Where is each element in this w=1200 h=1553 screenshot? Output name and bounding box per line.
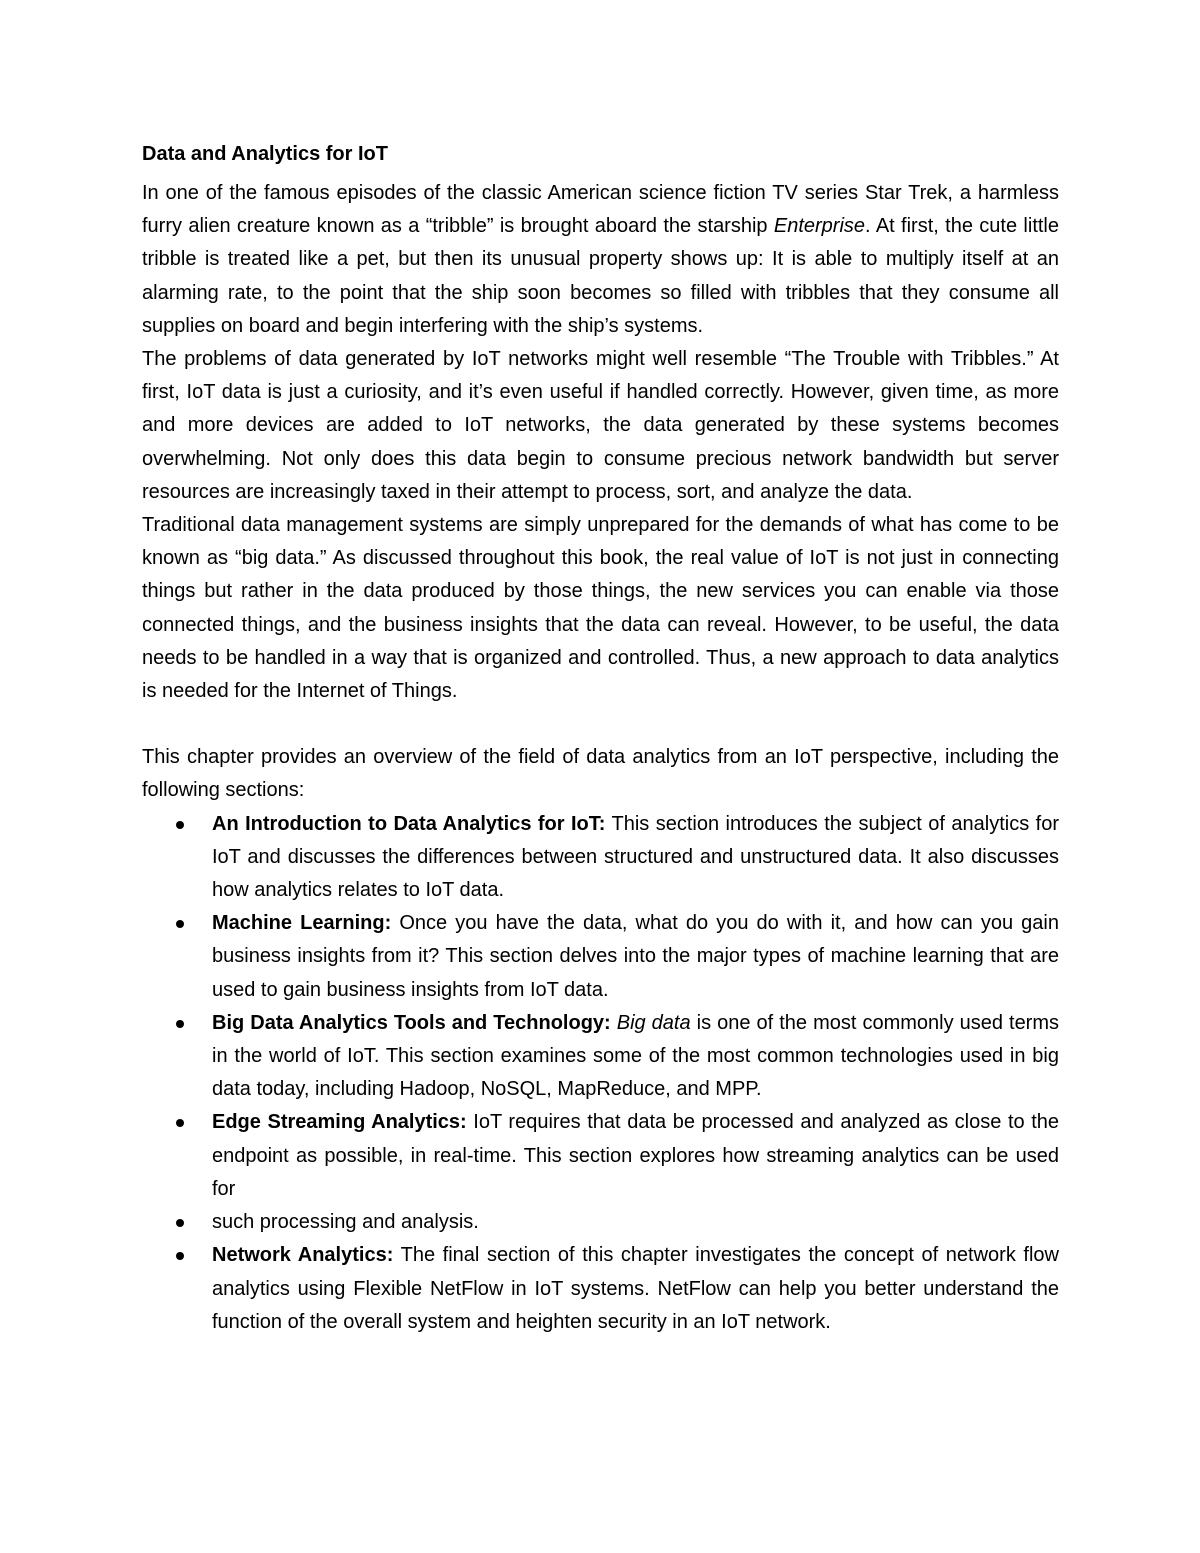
bullet-dot-icon xyxy=(176,821,184,829)
list-item-text: such processing and analysis. xyxy=(212,1211,479,1234)
list-item-text: IoT requires that data be processed and analyzed as close to the endpoint as possible, in real-time. This section explores how streaming analytics can be used for xyxy=(212,1111,1060,1200)
paragraph-big-data: Traditional data management systems are simply unprepared for the demands of what has come to be known as “big data.” As discussed throughout this book, the real value of IoT is not just in connecting things but rather in the data produced by those things, the new services you can enable via those connected things, and the business insights that the data can reveal. However, to be useful, the data needs to be handled in a way that is organized and controlled. Thus, a new approach to data analytics is needed for the Internet of Things. xyxy=(142,514,1059,703)
list-item xyxy=(142,1106,1059,1206)
paragraph-iot-data-problem: The problems of data generated by IoT networks might well resemble “The Trouble with Tribbles.” At first, IoT data is just a curiosity, and it’s even useful if handled correctly. However, given time, as more and more devices are added to IoT networks, the data generated by these systems becomes overwhelming. Not only does this data begin to consume precious network bandwidth but server resources are increasingly taxed in their attempt to process, sort, and analyze the data. xyxy=(142,348,1059,503)
list-item xyxy=(142,907,1059,1007)
list-item-label: Big Data Analytics Tools and Technology: xyxy=(212,1011,611,1034)
italic-term: Big data xyxy=(610,1011,691,1034)
paragraph-spacer xyxy=(142,708,1059,741)
section-list xyxy=(142,808,1059,1339)
list-item-label: Network Analytics: xyxy=(212,1244,394,1267)
list-item xyxy=(142,808,1059,908)
paragraph-text: In one of the famous episodes of the classic American science fiction TV series Star Trek, a harmless furry alien creature known as a “tribble” is brought aboard the starship xyxy=(142,182,1059,238)
list-item-text: Once you have the data, what do you do with it, and how can you gain business insights from it? This section delves into the major types of machine learning that are used to gain business insights from IoT data. xyxy=(212,912,1059,1001)
bullet-dot-icon xyxy=(176,1252,184,1260)
document-page xyxy=(142,138,1059,1339)
paragraph-text: . At first, the cute little tribble is treated like a pet, but then its unusual property shows up: It is able to multiply itself at an alarming rate, to the point that the ship soon becomes so filled with tribbles that they consume all supplies on board and begin interfering with the ship’s systems. xyxy=(142,215,1059,337)
list-item xyxy=(142,1007,1059,1107)
list-item-text: is one of the most commonly used terms in the world of IoT. This section examines some of the most common technologies used in big data today, including Hadoop, NoSQL, MapReduce, and MPP. xyxy=(212,1011,1060,1101)
list-item-text: The final section of this chapter investigates the concept of network flow analytics using Flexible NetFlow in IoT systems. NetFlow can help you better understand the function of the overall system and heighten security in an IoT network. xyxy=(212,1244,1060,1333)
list-item-label: Machine Learning: xyxy=(212,912,392,935)
list-item xyxy=(142,1239,1059,1339)
bullet-dot-icon xyxy=(176,1020,184,1028)
bullet-dot-icon xyxy=(176,920,184,928)
paragraph-tribbles-story xyxy=(142,177,1059,343)
bullet-dot-icon xyxy=(176,1119,184,1127)
list-item-label: Edge Streaming Analytics: xyxy=(212,1111,467,1134)
bullet-dot-icon xyxy=(176,1219,184,1227)
italic-term: Enterprise xyxy=(773,215,866,238)
document-title: Data and Analytics for IoT xyxy=(142,143,388,165)
list-item-text: This section introduces the subject of analytics for IoT and discusses the differences between structured and unstructured data. It also discusses how analytics relates to IoT data. xyxy=(212,812,1059,902)
list-item xyxy=(142,1206,1059,1239)
chapter-intro: This chapter provides an overview of the field of data analytics from an IoT perspective, including the following sections: xyxy=(142,746,1059,802)
list-item-label: An Introduction to Data Analytics for IoT: xyxy=(212,812,606,835)
